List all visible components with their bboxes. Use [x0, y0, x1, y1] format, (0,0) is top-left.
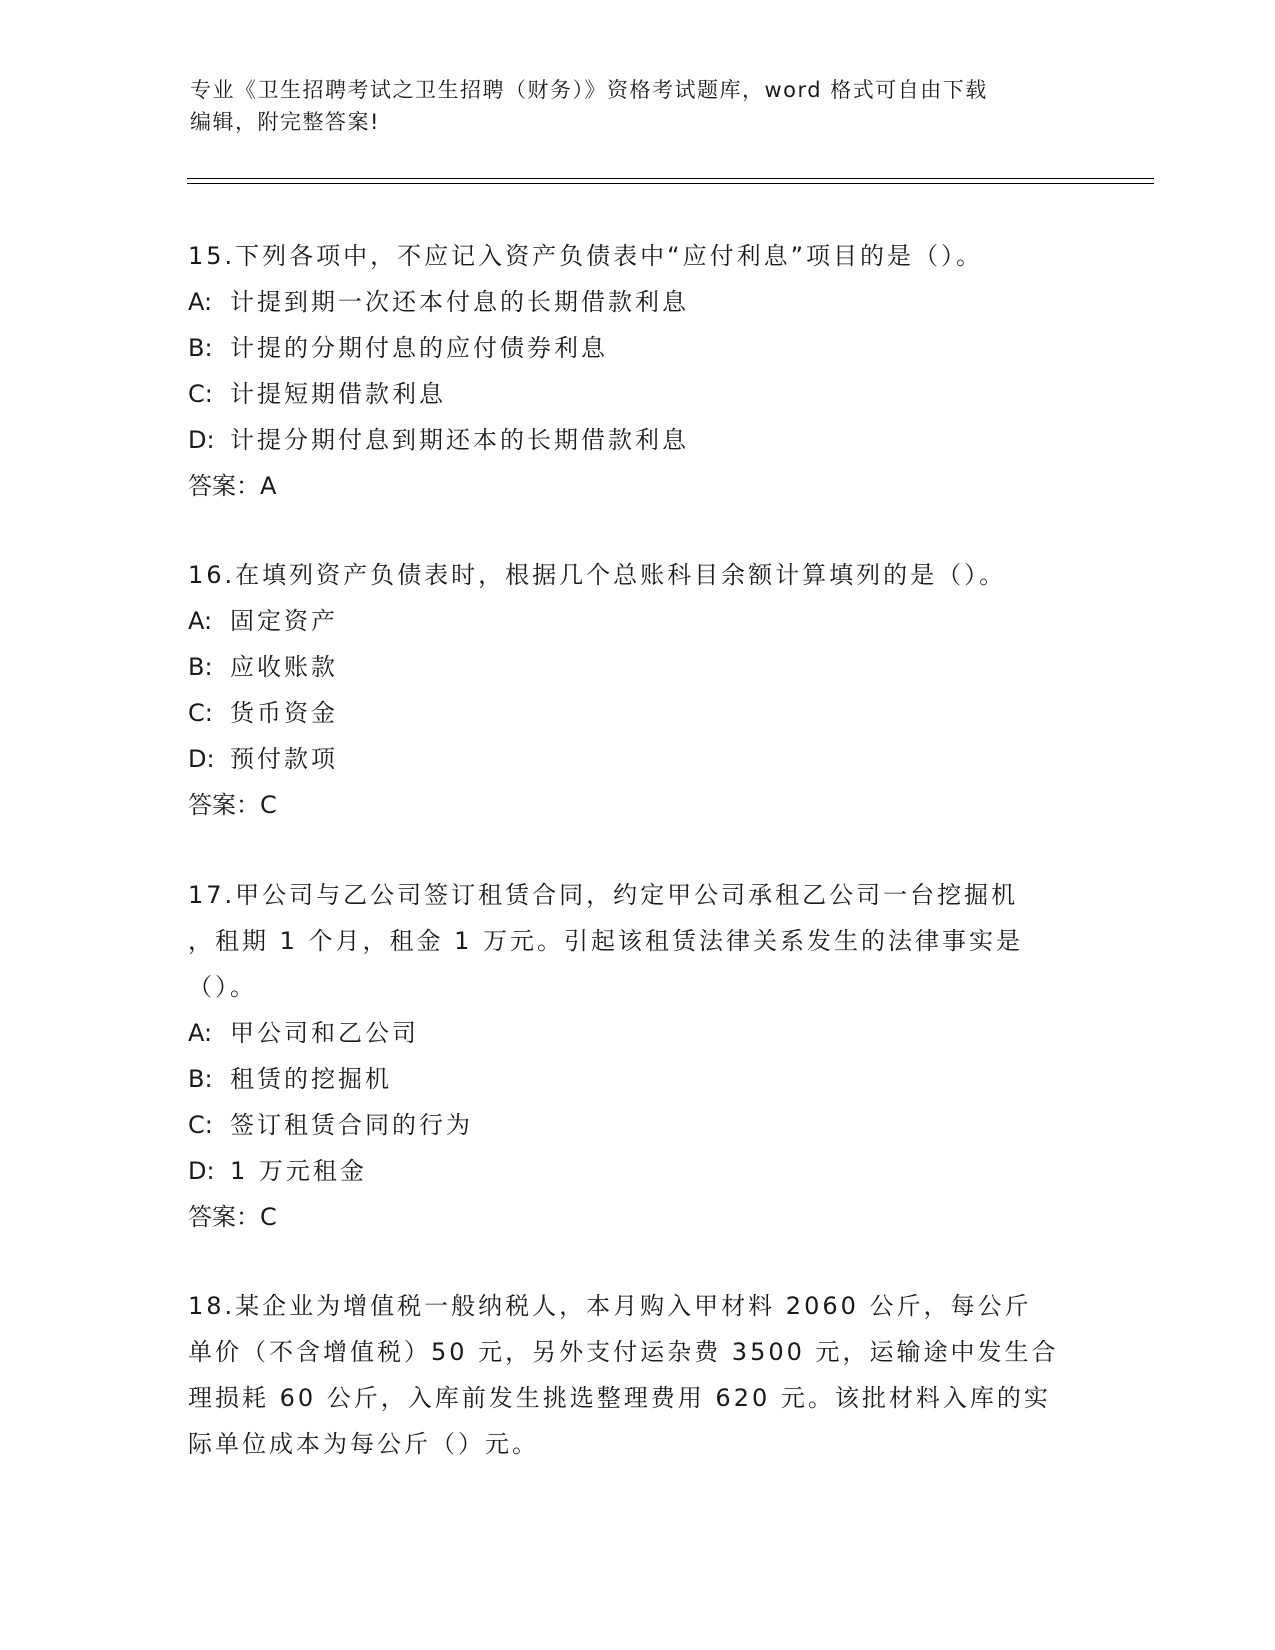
option-text: 租赁的挖掘机: [230, 1065, 392, 1093]
question-17: [188, 872, 1088, 1240]
option-b: [188, 325, 1088, 371]
option-c: [188, 690, 1088, 736]
answer-text: 答案：A: [188, 472, 277, 500]
question-text-line: 18.某企业为增值税一般纳税人，本月购入甲材料 2060 公斤，每公斤: [188, 1292, 1032, 1320]
option-key: A:: [188, 1019, 213, 1047]
option-text: 计提分期付息到期还本的长期借款利息: [230, 426, 689, 454]
option-text: 预付款项: [230, 745, 338, 773]
document-header: [190, 74, 1070, 138]
question-text-line: （）。: [188, 973, 257, 1001]
option-a: [188, 279, 1088, 325]
option-text: 1 万元租金: [230, 1157, 367, 1185]
question-text-line: 单价（不含增值税）50 元，另外支付运杂费 3500 元，运输途中发生合: [188, 1338, 1059, 1366]
answer-text: 答案：C: [188, 1203, 277, 1231]
option-text: 计提短期借款利息: [230, 380, 446, 408]
option-key: D:: [188, 1157, 215, 1185]
option-d: [188, 417, 1088, 463]
header-line-2: 编辑，附完整答案!: [190, 110, 380, 134]
option-text: 应收账款: [230, 653, 338, 681]
option-key: B:: [188, 1065, 213, 1093]
option-key: C:: [188, 699, 213, 727]
option-text: 甲公司和乙公司: [230, 1019, 419, 1047]
option-key: B:: [188, 653, 213, 681]
option-key: D:: [188, 426, 215, 454]
question-15: [188, 233, 1088, 509]
question-text-line: 17.甲公司与乙公司签订租赁合同，约定甲公司承租乙公司一台挖掘机: [188, 881, 1019, 909]
option-key: B:: [188, 334, 213, 362]
answer: [188, 463, 1088, 509]
header-divider-bottom: [187, 183, 1154, 184]
option-text: 计提到期一次还本付息的长期借款利息: [230, 288, 689, 316]
option-text: 计提的分期付息的应付债券利息: [230, 334, 608, 362]
question-text: 15.下列各项中，不应记入资产负债表中“应付利息”项目的是（）。: [188, 242, 984, 270]
question-text-line: 理损耗 60 公斤，入库前发生挑选整理费用 620 元。该批材料入库的实: [188, 1384, 1051, 1412]
option-key: D:: [188, 745, 215, 773]
question-text-line: ，租期 1 个月，租金 1 万元。引起该租赁法律关系发生的法律事实是: [188, 927, 1024, 955]
option-d: [188, 1148, 1088, 1194]
option-a: [188, 598, 1088, 644]
question-text: 16.在填列资产负债表时，根据几个总账科目余额计算填列的是（）。: [188, 561, 1007, 589]
option-text: 货币资金: [230, 699, 338, 727]
question-16: [188, 552, 1088, 828]
answer: [188, 782, 1088, 828]
answer: [188, 1194, 1088, 1240]
answer-text: 答案：C: [188, 791, 277, 819]
option-b: [188, 644, 1088, 690]
option-c: [188, 1102, 1088, 1148]
option-key: C:: [188, 380, 213, 408]
option-key: A:: [188, 607, 213, 635]
option-b: [188, 1056, 1088, 1102]
option-d: [188, 736, 1088, 782]
option-text: 签订租赁合同的行为: [230, 1111, 473, 1139]
header-divider-top: [187, 178, 1154, 179]
question-18: [188, 1283, 1088, 1467]
question-text-line: 际单位成本为每公斤（）元。: [188, 1430, 539, 1458]
header-line-1: 专业《卫生招聘考试之卫生招聘（财务）》资格考试题库，word 格式可自由下载: [190, 78, 988, 102]
option-key: C:: [188, 1111, 213, 1139]
option-key: A:: [188, 288, 213, 316]
option-c: [188, 371, 1088, 417]
option-text: 固定资产: [230, 607, 338, 635]
option-a: [188, 1010, 1088, 1056]
